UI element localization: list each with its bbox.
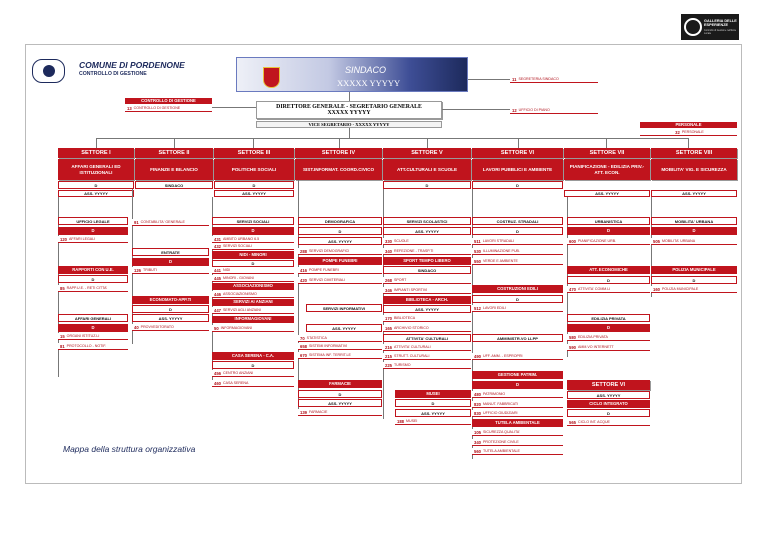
demografica-d: D [298,227,382,235]
biblioteca-item: 170 BIBLIOTECA [383,315,471,322]
settore-6-name: LAVORI PUBBLICI E AMBIENTE [472,159,563,180]
farmacie-d: D [298,390,382,398]
servizi-sociali-item: 432 SERVIZI SOCIALI [212,243,294,250]
tutela-ambientale-item: 560 TUTELA AMBIENTALE [472,448,563,455]
musei: MUSEI [395,390,471,398]
settore-2-name: FINANZE E BILANCIO [135,159,213,180]
settore-8-ass: ASS. YYYYY [651,190,737,197]
personale-item: 32 PERSONALE [640,129,737,136]
sindaco-box [236,57,468,92]
espropri-item: 490 UFF. AMM. - ESPROPRI [472,353,563,360]
settore-7-ass: ASS. YYYYY [564,190,650,197]
settore-3-header: SETTORE III [214,148,294,158]
urbanistica-d: D [567,227,650,235]
patrimonio-item: 480 PATRIMONIO [472,391,563,398]
informagiovani-item: 50 INFORMAGIOVANI [212,325,294,332]
farmacie-ass: ASS. YYYYY [298,399,382,407]
economato: ECONOMATO-APP.TI [132,296,209,304]
farmacie-item: 139 FARMACIE [298,409,382,416]
sindaco-name: XXXXX YYYYY [337,78,401,88]
galleria-logo-icon [684,18,702,36]
settore-1-ass: ASS. YYYYY [58,190,134,197]
scuole-item: 330 SCUOLE [383,238,471,245]
attivita-culturali-item: 216 ATTIVITA' CULTURALI [383,344,471,351]
personale-box: PERSONALE [640,122,737,128]
sport-item: 268 SPORT [383,277,471,284]
gestione-patrimonio-d: D [472,381,563,389]
protocollo-item: 81 PROTOCOLLO - NOTIF. [58,343,128,350]
musei-item: 188 MUSEI [395,418,471,425]
attivita-economiche-d: D [567,276,650,284]
servizi-scolastici: SERVIZI SCOLASTICI [383,217,471,225]
ufficio-legale: UFFICIO LEGALE [58,217,128,225]
comune-logo [32,59,65,83]
footer-caption: Mappa della struttura organizzativa [63,444,196,454]
centro-anziani-item: 456 CENTRO ANZIANI [212,370,294,377]
costruzioni-stradali: COSTRUZ. STRADALI [472,217,563,225]
controllo-gestione-item: 13 CONTROLLO DI GESTIONE [125,105,212,112]
attivita-economiche: ATT. ECONOMICHE [567,266,650,274]
contabilita-item: 91 CONTABILITA' GENERALE [132,219,209,226]
associazionismo-item: 446 ASSOCIAZIONISMO [212,291,294,298]
ciclo-integrato: CICLO INTEGRATO [567,400,650,408]
ufficio-legale-d: D [58,227,128,235]
settore-6-header: SETTORE VI [472,148,563,158]
settore-7-name: PIANIFICAZIONE - EDILIZIA PRIV.- ATT. ECON. [564,159,650,180]
musei-ass: ASS. YYYYY [395,409,471,417]
pianificazione-item: 600 PIANIFICAZIONE URB. [567,238,650,245]
servizi-informativi: SERVIZI INFORMATIVI [306,304,382,312]
statistica-item: 70 STATISTICA [298,335,382,342]
badge-subtitle: Controllo di Gestione nell'Ente Locale [704,29,737,35]
illuminazione-item: 530 ILLUMINAZIONE PUB. [472,248,563,255]
demografica: DEMOGRAFICA [298,217,382,225]
impianti-sportivi-item: 346 IMPIANTI SPORTIVI [383,287,471,294]
polizia-municipale-item: 160 POLIZIA MUNICIPALE [651,286,737,293]
badge-title: GALLERIA DELLE ESPERIENZE [704,19,737,28]
mobilita-urbana-item: 505 MOBILITA' URBANA [651,238,737,245]
associazionismo: ASSOCIAZIONISMO [212,283,294,290]
provveditorato-item: 40 PROVVEDITORATO [132,324,209,331]
casa-serena: CASA SERENA - C.A. [212,352,294,360]
sistema-territoriale-item: 670 SISTEMA INF. TERRIT.LE [298,352,382,359]
servizi-informativi-ass: ASS. YYYYY [306,324,382,332]
polizia-municipale: POLIZIA MUNICIPALE [651,266,737,274]
pompe-funebri-item: 416 POMPE FUNEBRI [298,267,382,274]
servizi-scolastici-ass: ASS. YYYYY [383,227,471,235]
settore-3-d: D [214,181,294,189]
servizi-demografici-item: 288 SERVIZI DEMOGRAFICI [298,248,382,255]
settore-1-header: SETTORE I [58,148,134,158]
settore-4-name: SIST.INFORMAT. COORD.CIVICO [295,159,382,180]
manutenzione-item: 820 MANUT. FABBRICATI [472,401,563,408]
settore-7-header: SETTORE VII [564,148,650,158]
settore-2-d: SINDACO [135,181,213,189]
affari-legali-item: 120 AFFARI LEGALI [58,236,128,243]
gestione-patrimonio: GESTIONE PATRIM. [472,371,563,379]
vice-segretario-box: VICE SEGRETARIO - XXXXX YYYYY [256,121,442,128]
servizi-cimiteriali-item: 420 SERVIZI CIMITERIALI [298,277,382,284]
settore-3-name: POLITICHE SOCIALI [214,159,294,180]
archivio-storico-item: 165 ARCHIVIO STORICO [383,325,471,332]
galleria-badge [681,14,739,40]
city-crest-icon [263,67,280,88]
settore-5-name: ATT.CULTURALI E SCUOLE [383,159,471,180]
settore-6-d: D [472,181,563,189]
ufficio-di-piano: 12 UFFICIO DI PIANO [510,107,598,114]
minori-giovani-item: 445 MINORI - GIOVANI [212,275,294,282]
servizi-sociali-d: D [212,227,294,235]
settore-8-header: SETTORE VIII [651,148,737,158]
rapporti-ue: RAPPORTI CON U.E. [58,266,128,274]
mobilita-urbana: MOBILITA' URBANA [651,217,737,225]
lavori-edili-item: 512 LAVORI EDILI [472,305,563,312]
tutela-ambientale: TUTELA AMBIENTALE [472,419,563,427]
settore-3-ass: ASS. YYYYY [214,190,294,197]
attivita-culturali: ATTIVITA' CULTURALI [383,334,471,342]
biblioteca-ass: ASS. YYYYY [383,305,471,313]
settore-1-d: D [58,181,134,189]
tributi-item: 126 TRIBUTI [132,267,209,274]
sindaco-title: SINDACO [345,65,387,75]
sport-sindaco: SINDACO [383,266,471,274]
lavori-stradali-item: 511 LAVORI STRADALI [472,238,563,245]
economato-d: D [132,305,209,313]
entrate-d: D [132,258,209,266]
attivita-commerciali-item: 470 ATTIVITA' COMM.LI [567,286,650,293]
controllo-gestione-box: CONTROLLO DI GESTIONE [125,98,212,104]
ambito-urbano-item: 431 AMBITO URBANO 6.5 [212,236,294,243]
pompe-funebri: POMPE FUNEBRI [298,257,382,265]
servizi-sociali: SERVIZI SOCIALI [212,217,294,225]
settore-2-header: SETTORE II [135,148,213,158]
amm-internett-item: 590 AMM.VO INTERNETT [567,344,650,351]
servizi-anziani: SERVIZI AI ANZIANI [212,299,294,306]
giudiziari-item: 830 UFFICIO GIUDIZIARI [472,410,563,417]
rapp-ue-item: 85 RAPP.U.E. - RETI CITTA' [58,285,128,292]
affari-generali-d: D [58,324,128,332]
sport-tempo-libero: SPORT TEMPO LIBERO [383,257,471,265]
settore-6-bis-ass: ASS. YYYYY [567,391,650,399]
sicurezza-qualita-item: 105 SICUREZZA QUALITA' [472,429,563,436]
settore-6-bis-header: SETTORE VI [567,380,650,390]
casa-serena-item: 460 CASA SERENA [212,380,294,387]
urbanistica: URBANISTICA [567,217,650,225]
secreteria-sindaco: 11 SEGRETERIA SINDACO [510,76,598,83]
costruzioni-edili-d: D [472,295,563,303]
ciclo-acque-item: 565 CICLO INT. ACQUE [567,419,650,426]
settore-8-name: MOBILITA' VIG. E SICUREZZA [651,159,737,180]
sistemi-informativi-item: 658 SISTEMI INFORMATIVI [298,343,382,350]
nidi-item: 441 NIDI [212,267,294,274]
settore-1-name: AFFARI GENERALI ED ISTITUZIONALI [58,159,134,180]
mobilita-urbana-d: D [651,227,737,235]
informagiovani: INFORMAGIOVANI [212,316,294,323]
farmacie: FARMACIE [298,380,382,388]
protezione-civile-item: 340 PROTEZIONE CIVILE [472,439,563,446]
demografica-ass: ASS. YYYYY [298,237,382,245]
costruzioni-edili: COSTRUZIONI EDILI [472,285,563,293]
coat-of-arms-icon [43,65,55,77]
settore-5-d: D [383,181,471,189]
direttore-title: DIRETTORE GENERALE - SEGRETARIO GENERALE [276,104,422,110]
comune-subtitle: CONTROLLO DI GESTIONE [79,71,147,77]
servizi-anziani-item: 447 SERVIZI AGLI ANZIANI [212,307,294,314]
organi-istituzionali-item: 15 ORGANI ISTITUZ.LI [58,333,128,340]
edilizia-privata-item: 580 EDILIZIA PRIVATA [567,334,650,341]
strutture-culturali-item: 215 STRUTT. CULTURALI [383,353,471,360]
entrate: ENTRATE [132,248,209,256]
nidi-minori: NIDI - MINORI [212,251,294,259]
nidi-minori-d: D [212,260,294,267]
ciclo-integrato-d: D [567,409,650,417]
casa-serena-d: D [212,361,294,369]
costruzioni-stradali-d: D [472,227,563,235]
biblioteca: BIBLIOTECA - ARCH. [383,296,471,304]
polizia-municipale-d: D [651,276,737,284]
settore-5-header: SETTORE V [383,148,471,158]
affari-generali: AFFARI GENERALI [58,314,128,322]
amministrativo-llpp: AMMINISTR.VO LLPP [472,334,563,342]
edilizia-privata-d: D [567,324,650,332]
direttore-generale-box [256,101,442,119]
rapporti-ue-d: D [58,275,128,283]
edilizia-privata: EDILIZIA PRIVATA [567,314,650,322]
refezione-item: 340 REFEZIONE - TRASP.TI [383,248,471,255]
turismo-item: 225 TURISMO [383,362,471,369]
settore-4-header: SETTORE IV [295,148,382,158]
comune-title: COMUNE DI PORDENONE [79,60,185,70]
verde-ambiente-item: 550 VERDE E AMBIENTE [472,258,563,265]
musei-d: D [395,399,471,407]
economato-ass: ASS. YYYYY [132,314,209,322]
org-chart-panel [25,44,742,484]
direttore-name: XXXXX YYYYY [327,110,371,116]
